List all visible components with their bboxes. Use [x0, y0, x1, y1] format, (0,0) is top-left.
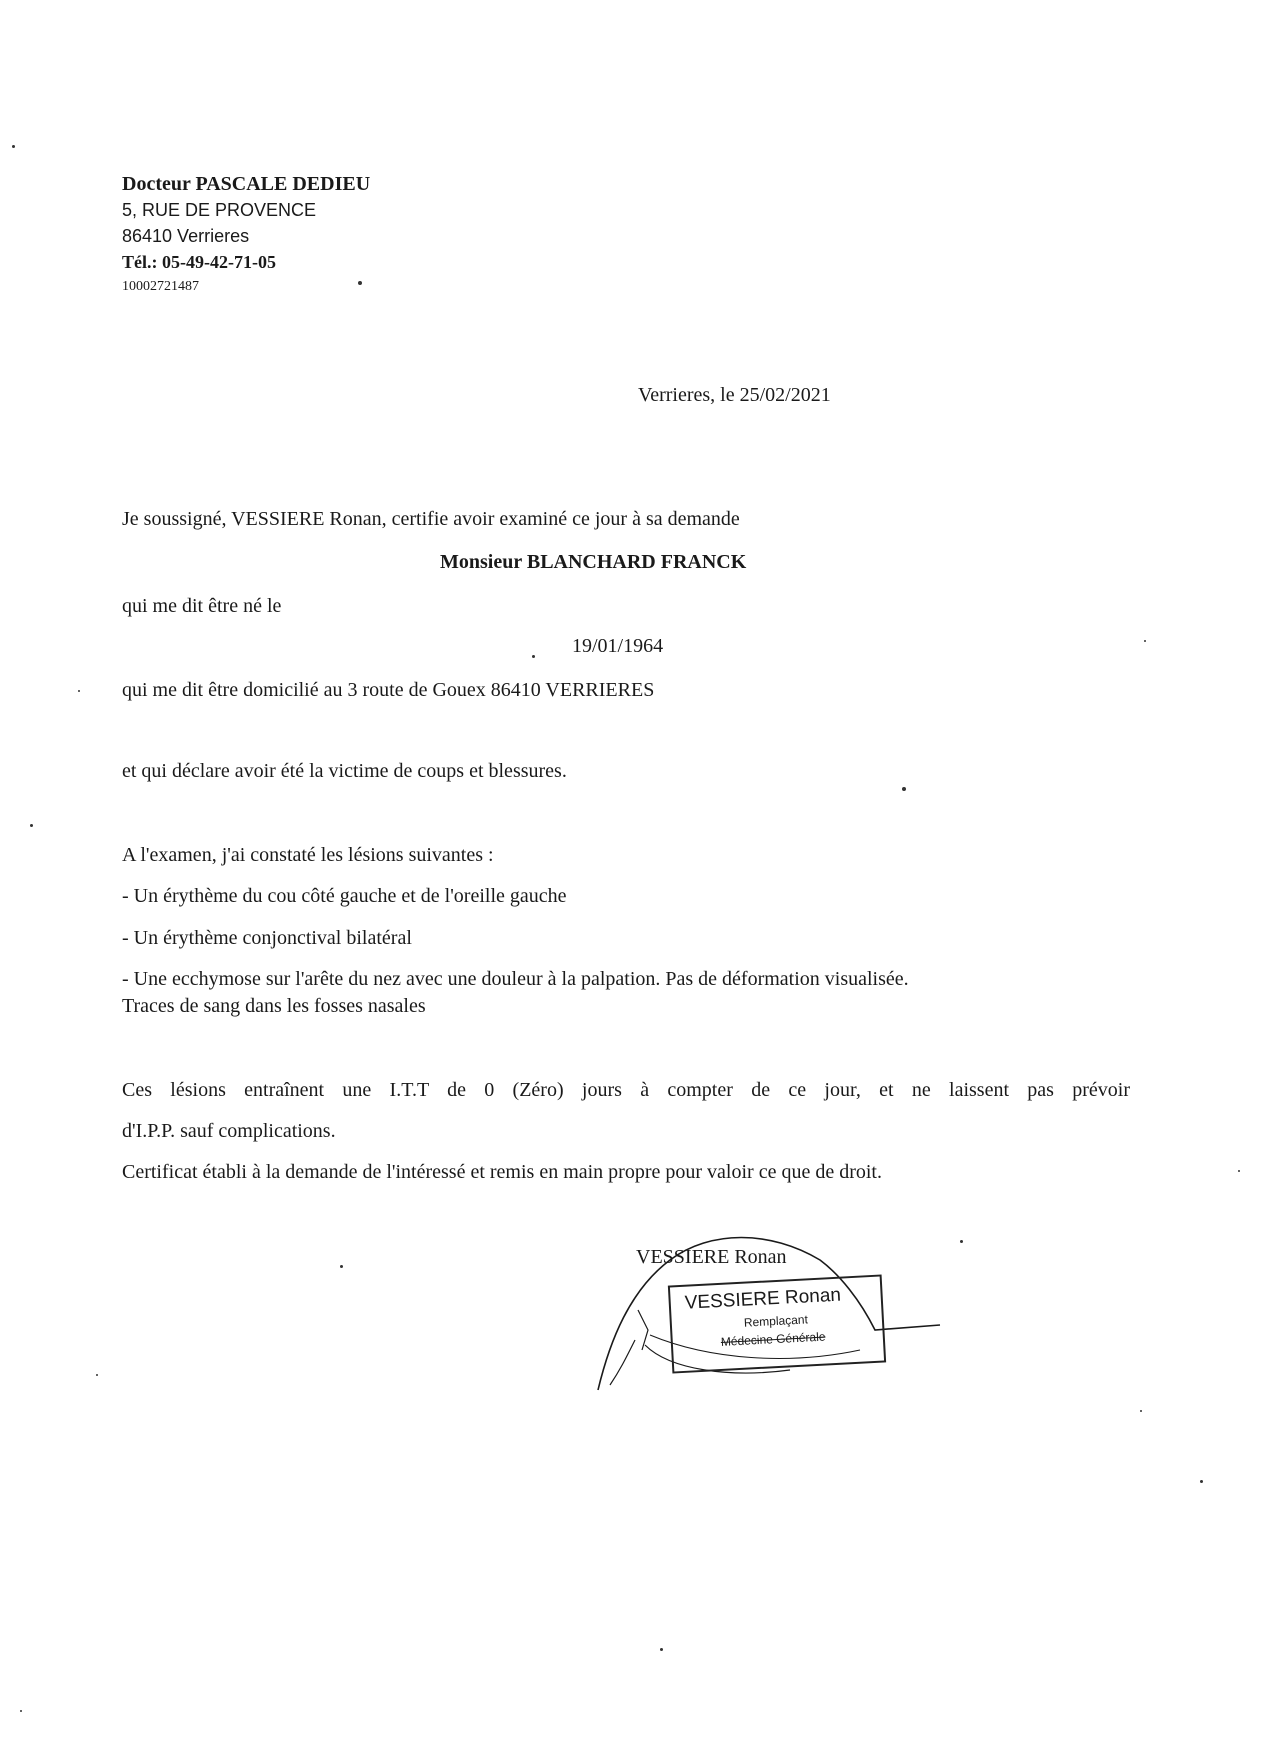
scan-speck [1200, 1480, 1203, 1483]
scan-speck [340, 1265, 343, 1268]
lesion-note: Traces de sang dans les fosses nasales [122, 995, 426, 1017]
lesion-item: - Un érythème conjonctival bilatéral [122, 927, 412, 949]
scan-speck [78, 690, 80, 692]
declaration-line: et qui déclare avoir été la victime de coups et blessures. [122, 760, 567, 782]
stamp-role: Remplaçant [743, 1312, 809, 1330]
intro-line: Je soussigné, VESSIERE Ronan, certifie avoir examiné ce jour à sa demande [122, 508, 740, 530]
lesion-item: - Un érythème du cou côté gauche et de l'oreille gauche [122, 885, 567, 907]
scan-speck [1238, 1170, 1240, 1172]
doctor-name: Docteur PASCALE DEDIEU [122, 173, 371, 195]
stamp-name: VESSIERE Ronan [684, 1284, 842, 1314]
scan-speck [12, 145, 15, 148]
scan-speck [1140, 1410, 1142, 1412]
scan-speck [30, 824, 33, 827]
doctor-stamp [668, 1274, 886, 1373]
scan-speck [20, 1710, 22, 1712]
born-intro: qui me dit être né le [122, 595, 282, 617]
date-line: Verrieres, le 25/02/2021 [638, 384, 831, 406]
itt-line-1: Ces lésions entraînent une I.T.T de 0 (Zéro) jours à compter de ce jour, et ne laissent pas prévoir [122, 1079, 1130, 1101]
patient-address: qui me dit être domicilié au 3 route de Gouex 86410 VERRIERES [122, 679, 655, 701]
doctor-id-number: 10002721487 [122, 279, 199, 294]
scan-speck [532, 655, 535, 658]
itt-line-2: d'I.P.P. sauf complications. [122, 1120, 336, 1142]
doctor-city: 86410 Verrieres [122, 226, 250, 246]
patient-name: Monsieur BLANCHARD FRANCK [440, 551, 747, 573]
lesion-item: - Une ecchymose sur l'arête du nez avec une douleur à la palpation. Pas de déformation visualisée. [122, 968, 909, 990]
closing-line: Certificat établi à la demande de l'intéressé et remis en main propre pour valoir ce que de droit. [122, 1161, 882, 1183]
stamp-specialty: Médecine Générale [720, 1329, 826, 1349]
scan-speck [660, 1648, 663, 1651]
scan-speck [960, 1240, 963, 1243]
scan-speck [902, 787, 906, 791]
scan-speck [96, 1374, 98, 1376]
scan-speck [358, 281, 362, 285]
scan-speck [1144, 640, 1146, 642]
signatory-name: VESSIERE Ronan [636, 1246, 787, 1268]
doctor-phone: Tél.: 05-49-42-71-05 [122, 252, 276, 272]
birth-date: 19/01/1964 [572, 635, 664, 657]
doctor-address: 5, RUE DE PROVENCE [122, 200, 317, 220]
exam-intro: A l'examen, j'ai constaté les lésions suivantes : [122, 844, 494, 866]
